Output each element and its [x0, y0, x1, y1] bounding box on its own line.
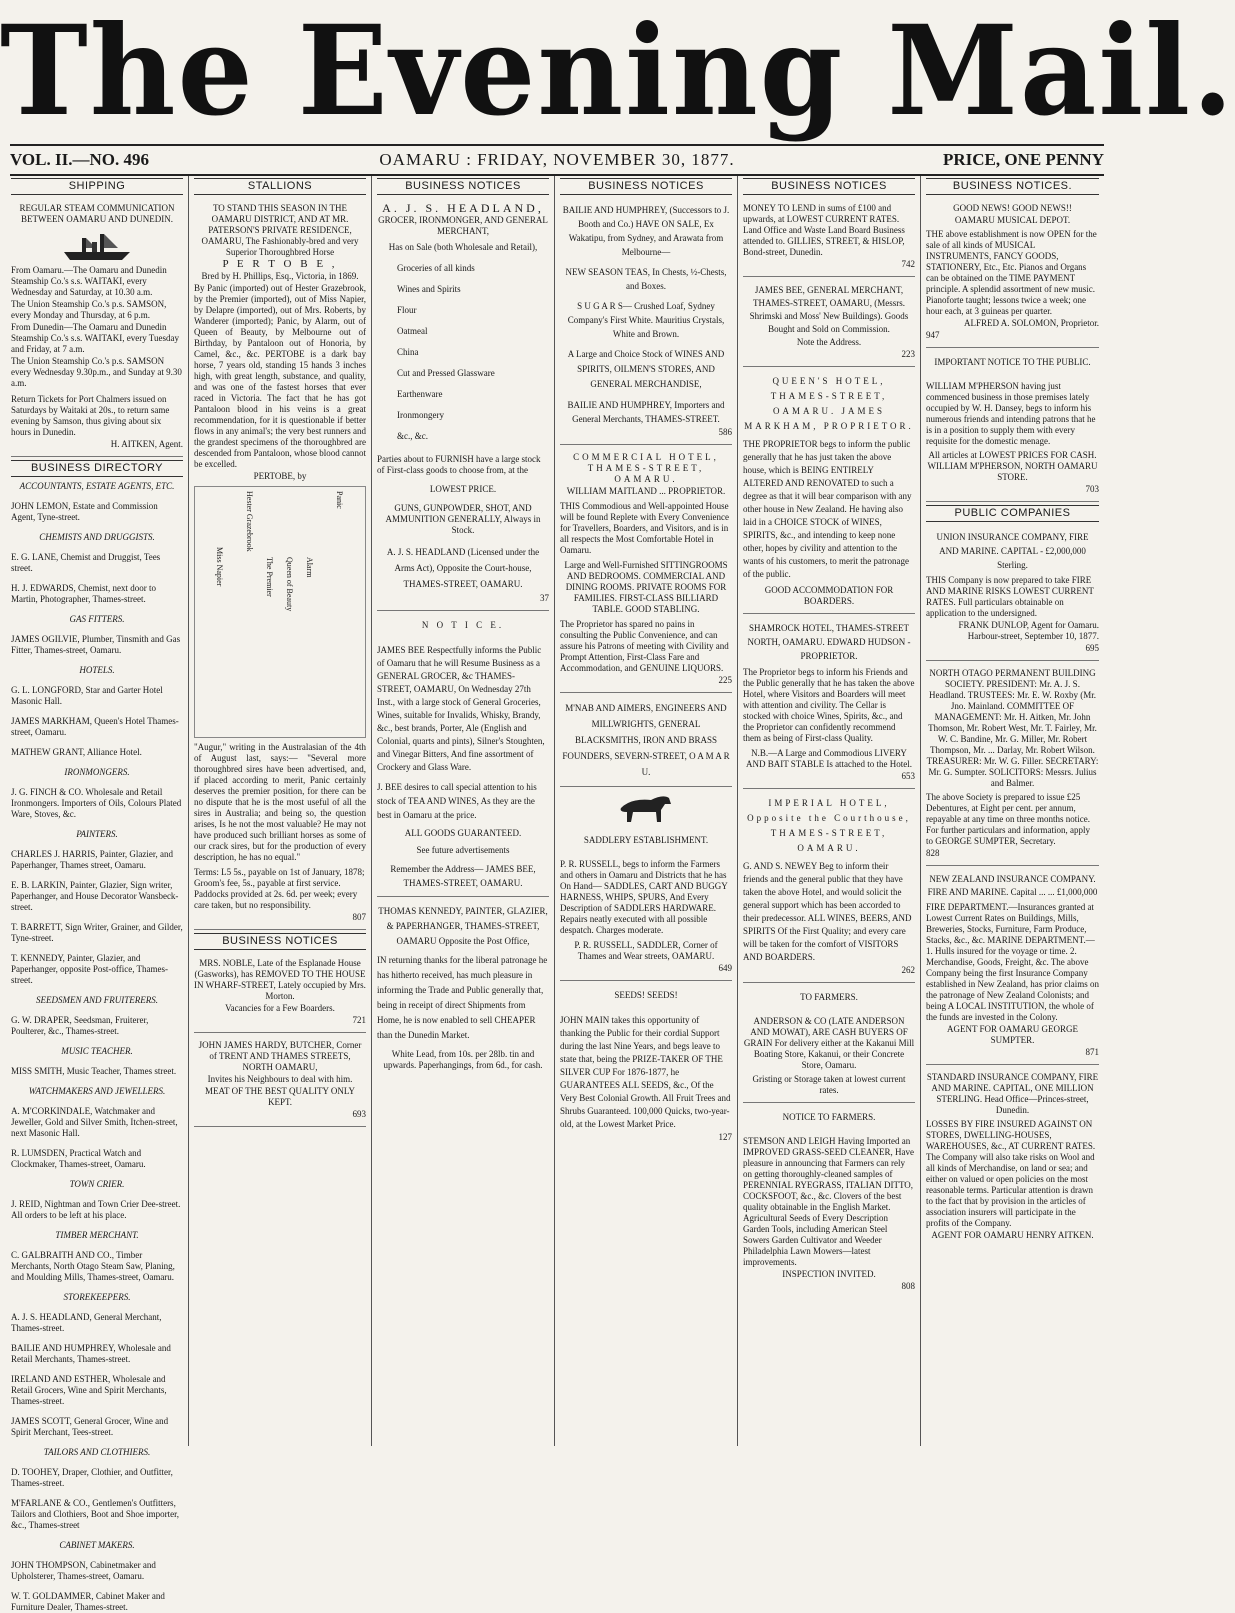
headland-name: A. J. S. HEADLAND,	[382, 201, 544, 215]
stallion-ad	[194, 199, 366, 930]
newey-text: G. AND S. NEWEY Beg to inform their friends and the general public that they have taken the above Hotel, and would solicit the general support which has been accorded to their predecessor. ALL WINES, BEERS, AND SPIRITS Of the First Quality; and every care will be taken for the comfort of VISITORS AND BOARDERS.	[743, 861, 912, 962]
queens-hotel-ad	[743, 370, 915, 614]
standard-title: STANDARD INSURANCE COMPANY, FIRE AND MARINE. CAPITAL, ONE MILLION STERLING. Head Office—Princes-street, Dunedin.	[926, 1072, 1099, 1115]
stemson-text: STEMSON AND LEIGH Having Imported an IMPROVED GRASS-SEED CLEANER, Have pleasure in announcing that Farmers can rely on getting thoroughly-cleaned samples of PERENNIAL RYEGRASS, ITALIAN DITTO, COCKSFOOT, &c., &c. Clovers of the best quality obtainable in the English Market. Agricultural Seeds of Every Description Garden Tools, including American Steel Sowers Garden Cultivator and Weeder Philadelphia Lawn Mowers—latest improvements.	[743, 1136, 914, 1267]
commercial-proprietor-note: The Proprietor has spared no pains in consulting the Public Convenience, and can assure his Patrons of meeting with Civility and Prompt Attention, First-Class Fare and Accommodation, and GENUINE LIQUORS.	[560, 619, 729, 673]
musical-depot-ad	[926, 199, 1099, 348]
commercial-proprietor: WILLIAM MAITLAND ... PROPRIETOR.	[566, 486, 726, 496]
ad-number: 37	[540, 593, 549, 603]
notice-heading: N O T I C E.	[421, 620, 505, 630]
shamrock-body: The Proprietor begs to inform his Friends and the Public generally that he has taken the above Hotel, where Visitors and Boarders will meet with attention and civility. The Cellar is stocked with choice Wines, Spirits, &c., and the Proprietor can confidently recommend them as being of First-class Quality.	[743, 667, 915, 743]
mpherson-ad	[926, 377, 1099, 502]
issue-date: OAMARU : FRIDAY, NOVEMBER 30, 1877.	[379, 150, 735, 169]
directory-entry: MATHEW GRANT, Alliance Hotel.	[11, 747, 142, 757]
hardy-ad	[194, 1036, 366, 1127]
volume-number: VOL. II.—NO. 496	[10, 150, 149, 169]
shipping-lead: REGULAR STEAM COMMUNICATION BETWEEN OAMARU AND DUNEDIN.	[19, 203, 175, 224]
money-text: MONEY TO LEND in sums of £100 and upwards, at LOWEST CURRENT RATES. Land Office and Waste Land Board Business attended to. GILLIES, STREET, & HISLOP, Bond-street, Dunedin.	[743, 203, 905, 257]
bailie-humphrey-ad	[560, 199, 732, 445]
good-news: GOOD NEWS! GOOD NEWS!!	[953, 203, 1072, 213]
noble-ad	[194, 954, 366, 1033]
directory-entry: JAMES MARKHAM, Queen's Hotel Thames-street, Oamaru.	[11, 716, 179, 737]
nz-title: NEW ZEALAND INSURANCE COMPANY. FIRE AND MARINE. Capital ... ... £1,000,000	[927, 874, 1098, 897]
page-columns	[6, 176, 1108, 1612]
ad-number: 225	[718, 675, 732, 685]
directory-entry: G. L. LONGFORD, Star and Garter Hotel Masonic Hall.	[11, 685, 163, 706]
ad-number: 262	[901, 965, 915, 975]
directory-category: TIMBER MERCHANT.	[55, 1230, 139, 1240]
directory-category: GAS FITTERS.	[69, 614, 125, 624]
nz-signature: AGENT FOR OAMARU GEORGE SUMPTER.	[946, 1024, 1079, 1045]
ad-number: 653	[901, 771, 915, 781]
dateline	[10, 144, 1104, 176]
headland-address: A. J. S. HEADLAND (Licensed under the Arms Act), Opposite the Court-house, THAMES-STREET, OAMARU.	[386, 547, 540, 589]
column-6	[921, 176, 1104, 1446]
directory-entry: IRELAND AND ESTHER, Wholesale and Retail Grocers, Wine and Spirit Merchants, Thames-street.	[11, 1374, 167, 1406]
union-insurance-ad	[926, 526, 1099, 661]
anderson-ad	[743, 1012, 915, 1103]
directory-entry: A. J. S. HEADLAND, General Merchant, Thames-street.	[11, 1312, 162, 1333]
directory-category: HOTELS.	[79, 665, 115, 675]
john-main-ad	[560, 1010, 732, 1149]
union-body: THIS Company is now prepared to take FIRE AND MARINE RISKS LOWEST CURRENT RATES. Full particulars obtainable on application to the undersigned.	[926, 575, 1094, 618]
directory-category: ACCOUNTANTS, ESTATE AGENTS, ETC.	[19, 481, 175, 491]
musical-depot-title: OAMARU MUSICAL DEPOT.	[954, 215, 1071, 225]
bee-guaranteed: ALL GOODS GUARANTEED.	[404, 828, 522, 838]
directory-entry: C. GALBRAITH AND CO., Timber Merchants, North Otago Steam Saw, Planing, and Moulding Mills, Thames-street, Oamaru.	[11, 1250, 175, 1282]
column-1	[6, 176, 189, 1612]
imperial-title: IMPERIAL HOTEL, Opposite the Courthouse, THAMES-STREET, OAMARU.	[747, 798, 911, 853]
directory-entry: A. M'CORKINDALE, Watchmaker and Jeweller, Gold and Silver Smith, Itchen-street, next Masonic Hall.	[11, 1106, 178, 1138]
directory-entry: H. J. EDWARDS, Chemist, next door to Martin, Photographer, Thames-street.	[11, 583, 156, 604]
mnab-aimers-ad	[560, 696, 732, 787]
bee-tea: J. BEE desires to call special attention to his stock of TEA AND WINES, As they are the best in Oamaru at the price.	[377, 782, 537, 820]
business-notices-heading: BUSINESS NOTICES	[194, 933, 366, 950]
headland-sale: Has on Sale (both Wholesale and Retail),	[388, 242, 538, 252]
hardy-text: JOHN JAMES HARDY, BUTCHER, Corner of TRENT AND THAMES STREETS, NORTH OAMARU,	[198, 1040, 362, 1072]
list-item: &c., &c.	[397, 431, 428, 441]
directory-entry: JAMES SCOTT, General Grocer, Wine and Spirit Merchant, Tees-street.	[11, 1416, 169, 1437]
directory-entry: J. REID, Nightman and Town Crier Dee-street. All orders to be left at his place.	[11, 1199, 181, 1220]
pedigree-entry: Panic	[335, 491, 344, 509]
column-3	[372, 176, 555, 1446]
ad-number: 586	[718, 427, 732, 437]
shamrock-hotel-ad	[743, 617, 915, 789]
headland-subtitle: GROCER, IRONMONGER, AND GENERAL MERCHANT,	[378, 215, 548, 236]
stallions-heading: STALLIONS	[194, 178, 366, 195]
column-2	[189, 176, 372, 1446]
directory-entry: J. G. FINCH & CO. Wholesale and Retail Ironmongers. Importers of Oils, Colours Plated Ware, Stoves, &c.	[11, 787, 182, 819]
commercial-rooms: Large and Well-Furnished SITTINGROOMS AND BEDROOMS. COMMERCIAL AND DINING ROOMS. PRIVATE ROOMS FOR FAMILIES. FIRST-CLASS BILLIARD TABLE. GOOD STABLING.	[564, 560, 728, 614]
public-companies-heading: PUBLIC COMPANIES	[926, 505, 1099, 522]
ad-number: 828	[926, 848, 940, 858]
ad-number: 807	[352, 912, 366, 922]
anderson-tail: Gristing or Storage taken at lowest current rates.	[752, 1074, 906, 1095]
shipping-item: The Union Steamship Co.'s p.s. SAMSON every Wednesday 9.30p.m., and Sunday at 9.30 a.m.	[11, 356, 182, 388]
directory-category: CABINET MAKERS.	[59, 1540, 135, 1550]
seeds-heading: SEEDS! SEEDS!	[614, 990, 678, 1000]
ad-number: 695	[1085, 643, 1099, 653]
bailie-importers: BAILIE AND HUMPHREY, Importers and General Merchants, THAMES-STREET.	[567, 400, 725, 424]
stallion-terms: Terms: L5 5s., payable on 1st of January, 1878; Groom's fee, 5s., payable at first service. Paddocks provided at 2s. 6d. per week; every care taken, but no responsibility.	[194, 867, 365, 910]
nz-body: FIRE DEPARTMENT.—Insurances granted at Lowest Current Rates on Buildings, Mills, Breweries, Stocks, Furniture, Farm Produce, Stacks, &c., &c. MARINE DEPARTMENT.—1. Hulls insured for the voyage or time. 2. Merchandise, Goods, Freight, &c. The above Company being the first Insurance Company established in New Zealand, has prior claims on the patronage of New Zealand Colonists; and being A LOCAL INSTITUTION, the whole of the funds are invested in the Colony.	[926, 902, 1099, 1022]
business-directory	[11, 481, 183, 1613]
pedigree-chart	[194, 486, 366, 738]
directory-entry: G. W. DRAPER, Seedsman, Fruiterer, Poulterer, &c., Thames-street.	[11, 1015, 149, 1036]
north-otago-body: The above Society is prepared to issue £25 Debentures, at Eight per cent. per annum, repayable at any time on three months notice. For further particulars and information, apply to GEORGE SUMPTER, Secretary.	[926, 792, 1090, 846]
pedigree-entry: Miss Napier	[215, 547, 224, 587]
depot-signature: ALFRED A. SOLOMON, Proprietor.	[963, 318, 1099, 328]
ad-number: 649	[718, 963, 732, 973]
directory-category: SEEDSMEN AND FRUITERERS.	[35, 995, 159, 1005]
pedigree-entry: Hester Grazebrook	[245, 491, 254, 552]
mpherson-text: WILLIAM M'PHERSON having just commenced business in those premises lately occupied by W. H. Dansey, begs to inform his numerous friends and intending patrons that he is in a position to supply them with every requisite for the domestic menage.	[926, 381, 1096, 446]
directory-entry: JAMES OGILVIE, Plumber, Tinsmith and Gas Fitter, Thames-street, Oamaru.	[11, 634, 181, 655]
shipping-heading: SHIPPING	[11, 178, 183, 195]
shamrock-stable: N.B.—A Large and Commodious LIVERY AND BAIT STABLE Is attached to the Hotel.	[745, 748, 913, 769]
bailie-text: BAILIE AND HUMPHREY, (Successors to J. Booth and Co.) HAVE ON SALE, Ex Wakatipu, from Sydney, and Arawata from Melbourne—	[562, 205, 730, 257]
jbee-text: JAMES BEE, GENERAL MERCHANT, THAMES-STREET, OAMARU, (Messrs. Shrimski and Moss' New Buildings). Goods Bought and Sold on Commission.	[749, 285, 909, 334]
pedigree-entry: Queen of Beauty	[285, 557, 294, 612]
horse-name: P E R T O B E ,	[222, 258, 338, 270]
directory-category: TOWN CRIER.	[69, 1179, 125, 1189]
shipping-item: From Dunedin—The Oamaru and Dunedin Steamship Co.'s s.s. WAITAKI, every Tuesday and Friday, at 7 a.m.	[11, 322, 179, 354]
directory-entry: R. LUMSDEN, Practical Watch and Clockmaker, Thames-street, Oamaru.	[11, 1148, 146, 1169]
ad-number: 127	[718, 1132, 732, 1142]
notice-to-farmers-heading: NOTICE TO FARMERS.	[782, 1112, 876, 1122]
depot-body: THE above establishment is now OPEN for the sale of all kinds of MUSICAL INSTRUMENTS, FANCY GOODS, STATIONERY, Etc., Etc. Pianos and Organs can be obtained on the TIME PAYMENT principle. A splendid assortment of new music. Pianoforte taught; lessons twice a week; one hour each, at 3 guineas per quarter.	[926, 229, 1097, 316]
directory-entry: JOHN THOMPSON, Cabinetmaker and Upholsterer, Thames-street, Oamaru.	[11, 1560, 156, 1581]
business-notices-heading: BUSINESS NOTICES	[743, 178, 915, 195]
ad-number: 871	[1085, 1047, 1099, 1057]
directory-entry: D. TOOHEY, Draper, Clothier, and Outfitter, Thames-street.	[11, 1467, 173, 1488]
bee-see-future: See future advertisements	[416, 845, 510, 855]
pedigree-entry: The Premier	[265, 557, 274, 597]
sugars: S U G A R S— Crushed Loaf, Sydney Company's First White. Mauritius Crystals, White and Brown.	[567, 301, 725, 339]
directory-entry: E. B. LARKIN, Painter, Glazier, Sign writer, Paperhanger, and House Decorator Wansbeck-street.	[11, 880, 179, 912]
commercial-title: COMMERCIAL HOTEL, THAMES-STREET, OAMARU.	[573, 452, 719, 484]
kennedy-tail: White Lead, from 10s. per 28lb. tin and upwards. Paperhangings, from 6d., for cash.	[383, 1049, 543, 1070]
ad-number: 223	[901, 349, 915, 359]
directory-category: CHEMISTS AND DRUGGISTS.	[39, 532, 155, 542]
stallion-lead: TO STAND THIS SEASON IN THE OAMARU DISTRICT, AND AT MR. PATERSON'S PRIVATE RESIDENCE, OAMARU, The Fashionably-bred and very Superior Thoroughbred Horse	[201, 203, 359, 257]
headland-guns: GUNS, GUNPOWDER, SHOT, AND AMMUNITION GENERALLY, Always in Stock.	[385, 503, 541, 535]
ad-number: 693	[352, 1109, 366, 1119]
shipping-notice	[11, 199, 183, 457]
stemson-leigh-ad	[743, 1132, 915, 1298]
directory-category: MUSIC TEACHER.	[61, 1046, 133, 1056]
column-5	[738, 176, 921, 1446]
jbee-note: Note the Address.	[796, 337, 862, 347]
column-4	[555, 176, 738, 1446]
standard-signature: AGENT FOR OAMARU HENRY AITKEN.	[931, 1230, 1094, 1240]
bee-text: JAMES BEE Respectfully informs the Public of Oamaru that he will Resume Business as a GENERAL GROCER, &c THAMES-STREET, OAMARU, On Wednesday 27th Inst., with a large stock of General Groceries, Wines, suitable for Invalids, Whisky, Brandy, &c., best brands, Porter, Ale (English and Colonial, quarts and pints), Silner's Stoughten, and Vinegar Bitters, And fine assortment of Crockery and Glass Ware.	[377, 645, 545, 772]
directory-category: TAILORS AND CLOTHIERS.	[43, 1447, 151, 1457]
directory-entry: E. G. LANE, Chemist and Druggist, Tees street.	[11, 552, 161, 573]
list-item: Flour	[397, 305, 417, 315]
masthead	[0, 0, 1235, 144]
bee-grocer-ad	[377, 640, 549, 897]
queens-body: THE PROPRIETOR begs to inform the public generally that he has just taken the above house, which is BEING ENTIRELY ALTERED AND RENOVATED to such a degree as that it will bear comparison with any other house in New Zealand. He having also laid in a CHOICE STOCK of WINES, SPIRITS, &c., and intending to keep none other, hopes by civility and attention to the wants of his customers, to merit the patronage of the public.	[743, 439, 912, 579]
union-signature: FRANK DUNLOP, Agent for Oamaru. Harbour-street, September 10, 1877.	[958, 620, 1099, 641]
list-item: Ironmongery	[397, 410, 444, 420]
standard-body: LOSSES BY FIRE INSURED AGAINST ON STORES, DWELLING-HOUSES, WAREHOUSES, &c., AT CURRENT RATES. The Company will also take risks on Wool and all kinds of Merchandise, on land or sea; and either on valued or open policies on the most reasonable terms. Particular attention is drawn to the fact that by provision in the articles of association insurers will participate in the profits of the Company.	[926, 1119, 1096, 1228]
horse-breeder: Bred by H. Phillips, Esq., Victoria, in 1869.	[201, 271, 359, 281]
business-notices-heading: BUSINESS NOTICES	[560, 178, 732, 195]
mpherson-store: All articles at LOWEST PRICES FOR CASH. WILLIAM M'PHERSON, NORTH OAMARU STORE.	[927, 450, 1098, 482]
north-otago-text: NORTH OTAGO PERMANENT BUILDING SOCIETY. PRESIDENT: Mr. A. J. S. Headland. TRUSTEES: Mr. E. W. Roxby (Mr. Jno. Mainland. COMMITTEE OF MANAGEMENT: Mr. H. Aitken, Mr. John Thomson, Mr. Robert West, Mr. T. Fairley, Mr. W. C. Bandine, Mr. G. Miller, Mr. Robert Thompson, Mr. ... Darlay, Mr. Robert Wilson. TREASURER: Mr. W. G. Filler. SECRETARY: Mr. G. Sumpter. SOLICITORS: Messrs. Julius and Balmer.	[926, 668, 1099, 788]
directory-entry: BAILIE AND HUMPHREY, Wholesale and Retail Merchants, Thames-street.	[11, 1343, 171, 1364]
directory-entry: T. BARRETT, Sign Writer, Grainer, and Gilder, Tyne-street.	[11, 922, 183, 943]
pedigree-label: PERTOBE, by	[253, 471, 307, 481]
list-item: China	[397, 347, 419, 357]
pedigree-entry: Alarm	[305, 557, 314, 578]
wines-spirits: A Large and Choice Stock of WINES AND SPIRITS, OILMEN'S STORES, AND GENERAL MERCHANDISE,	[567, 349, 725, 389]
standard-insurance-ad	[926, 1068, 1099, 1247]
list-item: Oatmeal	[397, 326, 428, 336]
return-tickets: Return Tickets for Port Chalmers issued on Saturdays by Waitaki at 20s., to return same evening by Samson, thus giving about six hours in Dunedin.	[11, 394, 170, 437]
ad-number: 721	[352, 1015, 366, 1025]
to-farmers-heading: TO FARMERS.	[800, 992, 858, 1002]
russell-address: P. R. RUSSELL, SADDLER, Corner of Thames and Wear streets, OAMARU.	[574, 940, 718, 961]
money-to-lend-ad	[743, 199, 915, 277]
steamship-icon	[62, 228, 132, 262]
important-notice-heading: IMPORTANT NOTICE TO THE PUBLIC.	[934, 357, 1091, 367]
headland-furnish: Parties about to FURNISH have a large stock of First-class goods to choose from, at the	[377, 454, 541, 475]
horse-icon	[611, 790, 681, 826]
directory-category: STOREKEEPERS.	[63, 1292, 131, 1302]
queens-boarders: GOOD ACCOMMODATION FOR BOARDERS.	[764, 585, 894, 606]
new-teas: NEW SEASON TEAS, In Chests, ½-Chests, and Boxes.	[565, 267, 727, 291]
nz-insurance-ad	[926, 869, 1099, 1065]
saddlery-heading: SADDLERY ESTABLISHMENT.	[583, 835, 709, 845]
hardy-tail: Invites his Neighbours to deal with him.	[207, 1074, 353, 1084]
stemson-inspection: INSPECTION INVITED.	[782, 1269, 876, 1279]
noble-tail: Vacancies for a Few Boarders.	[225, 1003, 335, 1013]
union-title: UNION INSURANCE COMPANY, FIRE AND MARINE. CAPITAL - £2,000,000 Sterling.	[936, 532, 1089, 570]
hardy-last: MEAT OF THE BEST QUALITY ONLY KEPT.	[204, 1086, 356, 1107]
shipping-schedule	[11, 265, 183, 389]
shipping-item: The Union Steamship Co.'s p.s. SAMSON, every Monday and Thursday, at 6 p.m.	[11, 299, 167, 320]
list-item: Cut and Pressed Glassware	[397, 368, 495, 378]
headland-price: LOWEST PRICE.	[429, 484, 497, 494]
list-item: Wines and Spirits	[397, 284, 461, 294]
kennedy-ad	[377, 900, 549, 1077]
list-item: Earthenware	[397, 389, 443, 399]
directory-entry: T. KENNEDY, Painter, Glazier, and Paperhanger, opposite Post-office, Thames-street.	[11, 953, 169, 985]
directory-entry: W. T. GOLDAMMER, Cabinet Maker and Furniture Dealer, Thames-street.	[11, 1591, 165, 1612]
issue-price: PRICE, ONE PENNY	[942, 150, 1104, 169]
shipping-item: From Oamaru.—The Oamaru and Dunedin Steamship Co.'s s.s. WAITAKI, every Wednesday and Saturday, at 10.30 a.m.	[11, 265, 167, 297]
directory-category: PAINTERS.	[76, 829, 118, 839]
russell-ad	[560, 855, 732, 981]
directory-entry: JOHN LEMON, Estate and Commission Agent, Tyne-street.	[11, 501, 158, 522]
horse-description: By Panic (imported) out of Hester Grazebrook, by the Premier (imported), out of Miss Napier, by Delapre (imported), out of Mrs. Roberts, by Wanderer (imported); Panic, by Alarm, out of Queen of Beauty, by Melbourne out of Birthday, by Pantaloon out of Honoria, by Camel, &c., &c. PERTOBE is a dark bay horse, 7 years old, standing 15 hands 3 inches high, with great length, substance, and quality, and was one of the fastest horses that ever raced in Victoria. The fact that he has got Pantaloon blood in his veins is a great recommendation, for it is questionable if better flows in any animal's; the very best runners and the grandest specimens of the thoroughbred are descended from Pantaloon, whose blood cannot be excelled.	[194, 283, 366, 469]
queens-title: QUEEN'S HOTEL, THAMES-STREET, OAMARU. JAMES MARKHAM, PROPRIETOR.	[744, 376, 914, 431]
russell-text: P. R. RUSSELL, begs to inform the Farmers and others in Oamaru and Districts that he has On Hand— SADDLES, CART AND BUGGY HARNESS, WHIPS, SPURS, And Every Description of SADDLERS HARDWARE. Repairs neatly executed with all possible despatch. Charges moderate.	[560, 859, 728, 935]
ad-number: 703	[1085, 484, 1099, 494]
directory-entry: MISS SMITH, Music Teacher, Thames street.	[11, 1066, 177, 1076]
ad-number: 742	[901, 259, 915, 269]
headland-goods-list	[377, 258, 549, 446]
imperial-hotel-ad	[743, 792, 915, 983]
newspaper-title: The Evening Mail.	[0, 0, 1235, 144]
north-otago-society-ad	[926, 664, 1099, 866]
list-item: Groceries of all kinds	[397, 263, 475, 273]
augur-quote: "Augur," writing in the Australasian of the 4th of August last, says:— "Several more thoroughbred sires have been advertised, and, if placed according to merit, Panic certainly deserves the premier position, for there can be no dispute that he is the most useful of all the sires in Australia; and being so, the question arises, Is he not the most valuable? He may not have produced such brilliant horses as some of our crack sires, but for the production of every description, he has no equal."	[194, 742, 366, 862]
noble-text: MRS. NOBLE, Late of the Esplanade House (Gasworks), has REMOVED TO THE HOUSE IN WHARF-STREET, Lately occupied by Mrs. Morton.	[194, 958, 366, 1001]
commercial-body: THIS Commodious and Well-appointed House will be found Replete with Every Convenience for Travellers, Boarders, and Visitors, and is in all respects the Most Comfortable Hotel in Oamaru.	[560, 501, 729, 555]
headland-ad	[377, 199, 549, 611]
directory-heading: BUSINESS DIRECTORY	[11, 460, 183, 477]
ad-number: 947	[926, 330, 940, 340]
business-notices-heading: BUSINESS NOTICES	[377, 178, 549, 195]
john-main-text: JOHN MAIN takes this opportunity of thanking the Public for their cordial Support during the last Nine Years, and begs leave to state that, being the PRIZE-TAKER OF THE SILVER CUP For 1876-1877, he GUARANTEES ALL SEEDS, &c., Of the Very Best Colonial Growth. All Fruit Trees and Shrubs Guaranteed. 100,000 Quicks, two-year-old, at the Lowest Market Price.	[560, 1015, 731, 1129]
mnab-text: M'NAB AND AIMERS, ENGINEERS AND MILLWRIGHTS, GENERAL BLACKSMITHS, IRON AND BRASS FOUNDERS, SEVERN-STREET, O A M A R U.	[562, 703, 730, 777]
directory-entry: CHARLES J. HARRIS, Painter, Glazier, and Paperhanger, Thames street, Oamaru.	[11, 849, 174, 870]
anderson-text: ANDERSON & CO (LATE ANDERSON AND MOWAT), ARE CASH BUYERS OF GRAIN For delivery either at the Kakanui Mill Boating Store, Kakanui, or their Concrete Store, Oamaru.	[743, 1016, 915, 1070]
bee-address: Remember the Address— JAMES BEE, THAMES-STREET, OAMARU.	[390, 864, 536, 888]
shamrock-title: SHAMROCK HOTEL, THAMES-STREET NORTH, OAMARU. EDWARD HUDSON - PROPRIETOR.	[747, 623, 911, 661]
directory-category: IRONMONGERS.	[64, 767, 130, 777]
directory-entry: M'FARLANE & CO., Gentlemen's Outfitters, Tailors and Clothiers, Boot and Shoe importer, &c., Thames-street	[11, 1498, 179, 1530]
ad-number: 808	[901, 1281, 915, 1291]
directory-category: WATCHMAKERS AND JEWELLERS.	[28, 1086, 166, 1096]
kennedy-body: IN returning thanks for the liberal patronage he has hitherto received, has much pleasure in informing the Trade and Public generally that, being in receipt of direct Shipments from Home, he is now enabled to sell CHEAPER than the Dunedin Market.	[377, 955, 548, 1040]
business-notices-heading: BUSINESS NOTICES.	[926, 178, 1099, 195]
kennedy-heading: THOMAS KENNEDY, PAINTER, GLAZIER, & PAPERHANGER, THAMES-STREET, OAMARU Opposite the Post Office,	[378, 906, 548, 946]
commercial-hotel-ad	[560, 448, 732, 693]
james-bee-merchant-ad	[743, 280, 915, 367]
shipping-signature: H. AITKEN, Agent.	[110, 439, 183, 449]
